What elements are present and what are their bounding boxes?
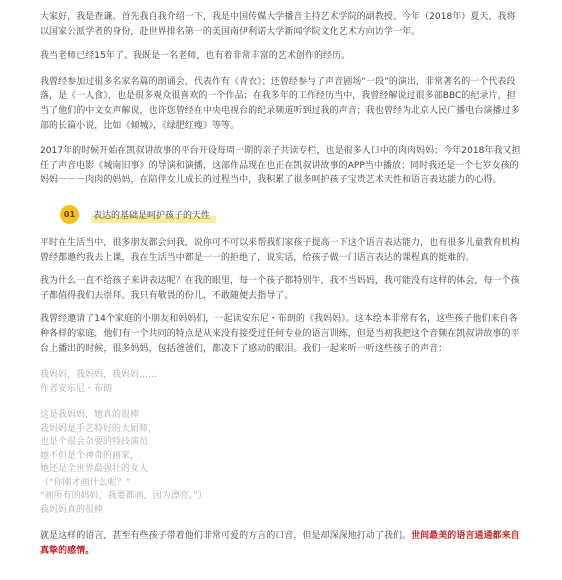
intro-paragraph: 大家好，我是查谦。首先我自我介绍一下，我是中国传媒大学播音主持艺术学院的副教授。今年（2018年）夏天，我将以国家公派学者的身份，赴世界排名第一的美国南伊利诺大学新闻学院文化艺术方向访学一年。 [40, 12, 516, 37]
closing-highlight: 世间最美的语言通通都来自真挚的感情。 [40, 531, 520, 556]
poem-quote [40, 369, 524, 517]
intro-paragraph: 2017年的时候开始在凯叔讲故事的平台开设每周一期的亲子共读专栏，也是很多人口中的肉肉妈妈；今年2018年我又担任了声音电影《城南旧事》的导演和演播，这部作品现在也正在凯叔讲故事的APP当中播放；同时我还是一个七岁女孩的妈妈－－－肉肉的妈妈，在陪伴女儿成长的过程当中，我积累了很多呵护孩子宝贵艺术天性和语言表达能力的心得。 [40, 146, 521, 186]
poem-author: 作者安东尼・布朗 [40, 383, 113, 394]
section-header [60, 204, 524, 226]
poem-line: 这是我妈妈，她真的很棒 [40, 410, 140, 421]
body-paragraph: 我为什么一直不给孩子来讲表达呢？在我的眼里，每一个孩子都特别牛，我不当妈妈，我可能没有这样的体会，每一个孩子都值得我们去崇拜。我只有敬畏的份儿，不敢随便去指导了。 [40, 276, 520, 301]
intro-paragraph: 我当老师已经15年了。我既是一名老师，也有着非常丰富的艺术创作的经历。 [40, 51, 351, 62]
intro-paragraph: 我曾经参加过很多名家名篇的朗诵会，代表作有《青衣》；还曾经参与了声音剧场“一段”的演出，非常著名的一个代表段落，是《一人食》，也是很多观众很喜欢的一个作品；在我多年的工作经历当中，我曾经解说过很多部BBC的纪录片，担当了他们的中文女声解说，也许您曾经在中央电视台的纪录频道听到过我的声音；我也曾经为北京人民广播电台演播过多部的长篇小说，比如《倾城》，《绿肥红瘦》等等。 [40, 76, 520, 131]
poem-line: “画所有的妈妈，我要都画，因为漂亮。”） [40, 491, 207, 502]
closing-paragraph [40, 529, 524, 558]
poem-line: 也是个很会杂耍的特技演员 [40, 437, 149, 448]
poem-line: 我妈妈是手艺特好的大厨师， [40, 423, 158, 434]
closing-text: 就是这样的语言，甚至有些孩子带着他们非常可爱的方言的口音，但是却深深地打动了我们。 [40, 531, 412, 542]
body-paragraph: 我曾经邀请了14个家庭的小朋友和妈妈们，一起读安东尼・布朗的《我妈妈》。这本绘本非常有名，这些孩子他们来自各种各样的家庭，他们有一个共同的特点是从来没有接受过任何专业的语言训练，但是当初我把这个音频在凯叔讲故事的平台上播出的时候，很多妈妈，包括爸爸们，都凌下了感动的眼泪。我们一起来听一听这些孩子的声音： [40, 314, 520, 354]
poem-line: 我妈妈真的很棒 [40, 504, 104, 515]
poem-line: 她还是全世界最强壮的女人 [40, 464, 149, 475]
section-title: 表达的基础是呵护孩子的天性 [91, 207, 216, 223]
poem-line: 她不但是个神奇的画家， [40, 450, 140, 461]
poem-line: （“你刚才画什么呢？” [40, 477, 131, 488]
body-paragraph: 平时在生活当中，很多朋友都会问我，说你可不可以来帮我们家孩子提高一下这个语言表达能力，也有很多儿童教育机构曾经都邀约我去上课，我在生活当中都是一一的拒绝了，说实话，给孩子做一门语言表达的课程真的挺难的。 [40, 237, 520, 263]
section-number-badge: 01 [60, 205, 79, 224]
poem-line: 我妈妈，我妈妈，我妈妈…… [40, 370, 158, 381]
